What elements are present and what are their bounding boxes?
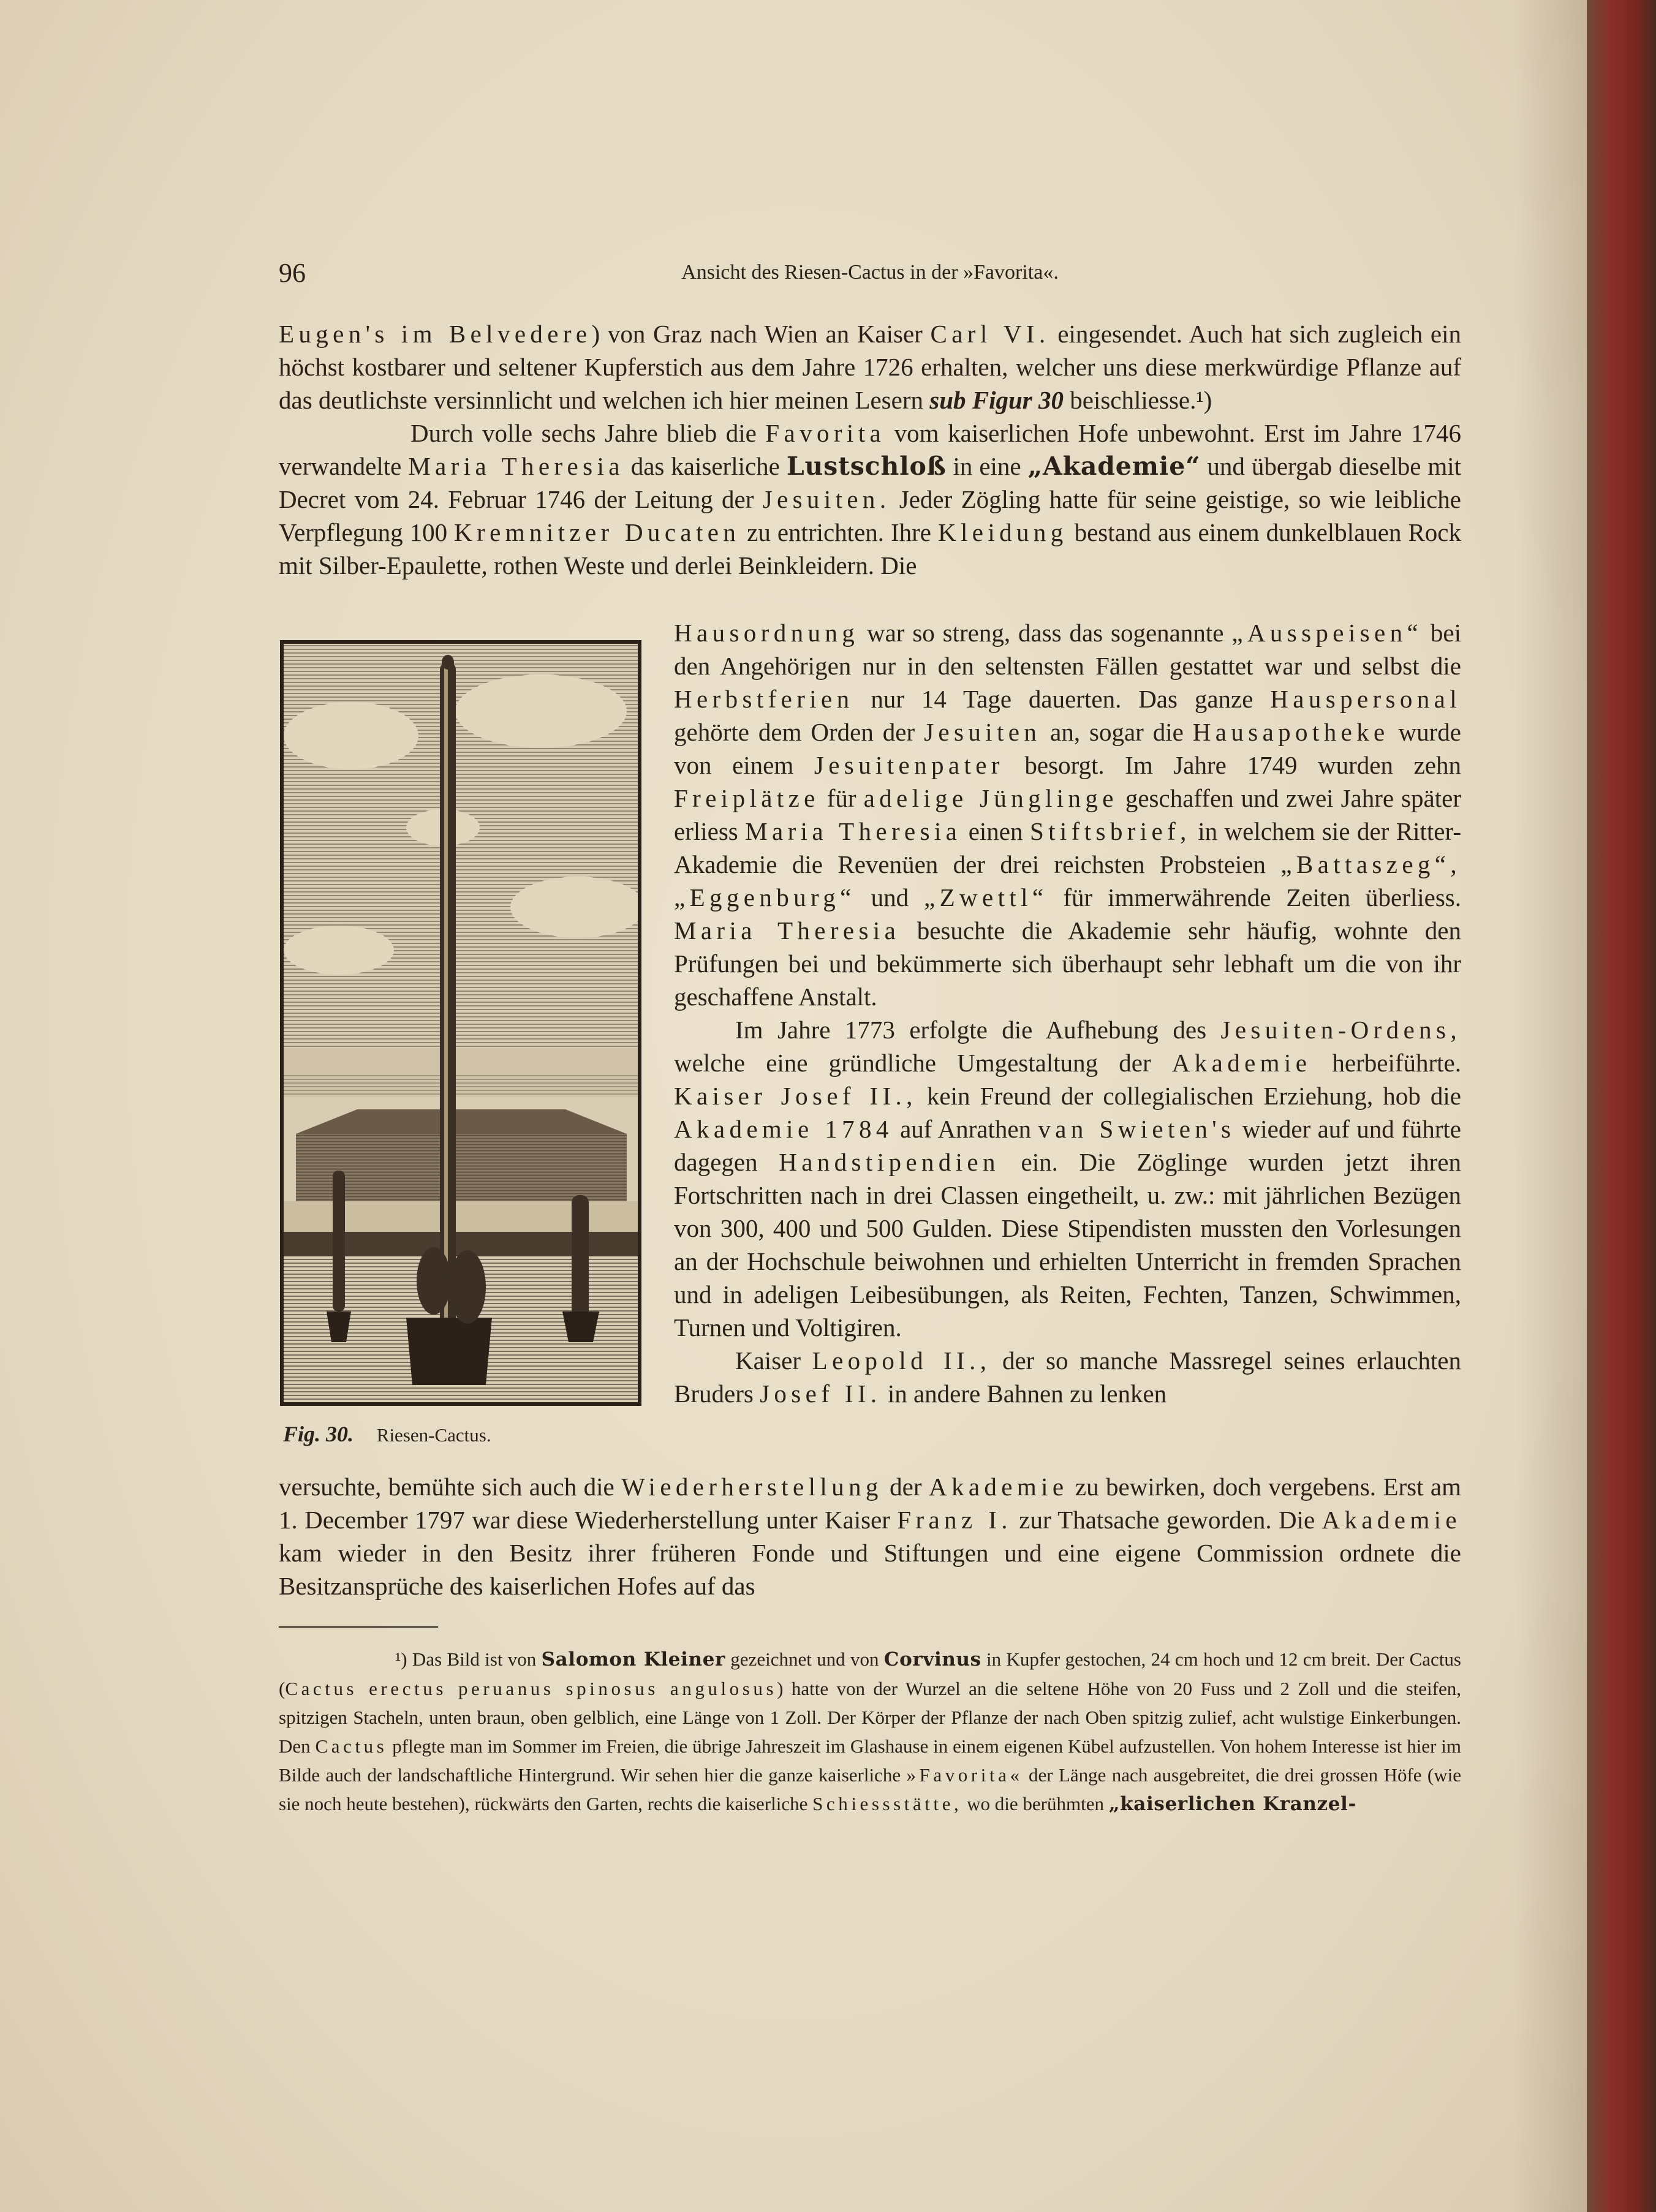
span: bei den Angehörigen nur in den seltensten Fällen gestattet war und selbst die	[674, 619, 1461, 680]
span: in andere Bahnen zu lenken	[881, 1380, 1167, 1408]
span: gezeichnet und von	[725, 1648, 884, 1670]
span: Jesuitenpater	[814, 751, 1004, 779]
span: einen	[961, 817, 1030, 845]
body-text-bottom	[279, 1470, 1461, 1602]
span: welche eine gründliche Umgestaltung der	[674, 1049, 1172, 1077]
span: wo die berühmten	[962, 1793, 1109, 1814]
span: ¹) Das Bild ist von	[395, 1648, 542, 1670]
span: zu entrichten. Ihre	[740, 518, 938, 546]
span: kein Freund der collegialischen Erziehung, hob die	[917, 1082, 1461, 1110]
running-title: Ansicht des Riesen-Cactus in der »Favorita«.	[681, 261, 1059, 284]
span: Hausordnung	[674, 619, 860, 647]
span: für	[819, 784, 864, 812]
span: Leopold II.,	[812, 1346, 991, 1375]
span: war so streng, dass das sogenannte	[859, 619, 1232, 647]
span: eingesendet. Auch hat sich zugleich ein höchst kostbarer und seltener Kupferstich aus dem Jahre 1726 erhalten, welcher uns diese merkwürdige Pflanze auf das deutlichste versinnlicht und welchen ich hier meinen Lesern	[279, 320, 1462, 414]
span: gehörte dem Orden der	[674, 718, 924, 746]
span: Im Jahre 1773 erfolgte die Aufhebung des	[735, 1016, 1221, 1044]
span: Jesuiten.	[762, 485, 891, 513]
span: Maria Theresia	[674, 916, 901, 945]
span: Akademie	[928, 1473, 1068, 1501]
body-text-top	[279, 317, 1461, 582]
span: Kaiser Josef II.,	[674, 1082, 917, 1110]
span: Jeder Zögling hatte für seine geistige, so wie leibliche Verpflegung 100	[279, 485, 1461, 546]
span: Durch volle sechs Jahre blieb die	[410, 419, 766, 447]
span: der Länge nach ausgebreitet, die drei grossen Höfe (wie sie noch heute bestehen), rückwärts den Garten, rechts die kaiserliche	[279, 1764, 1461, 1814]
span: Carl VI.	[930, 320, 1050, 348]
span: und	[855, 883, 924, 912]
span: Lustschloß	[786, 451, 947, 481]
span: Kremnitzer Ducaten	[454, 518, 741, 546]
span: Maria Theresia	[408, 452, 624, 480]
span: pflegte man im Sommer im Freien, die übrige Jahreszeit im Glashause in einem eigenen Kübel aufzustellen. Von hohem Interesse ist hier im Bilde auch der landschaftliche Hintergrund. Wir sehen hier die ganze kaiserliche	[279, 1735, 1461, 1786]
span: Handstipendien	[779, 1148, 1000, 1176]
span: ) von Graz nach Wien an Kaiser	[591, 320, 931, 348]
span: Hauspersonal	[1270, 685, 1461, 713]
span: für immerwährende Zeiten überliess.	[1048, 883, 1461, 912]
span: an, sogar die	[1041, 718, 1193, 746]
span: Jesuiten	[924, 718, 1042, 746]
span: Maria Theresia	[745, 817, 962, 845]
span: „Eggenburg“	[674, 883, 856, 912]
figure-caption	[283, 1421, 491, 1447]
paragraph-5-start	[674, 1344, 1461, 1410]
span: und übergab dieselbe mit Decret vom 24. Februar 1746 der Leitung der	[279, 452, 1462, 513]
span: wieder auf und führte dagegen	[674, 1115, 1461, 1176]
span: sub Figur 30	[929, 386, 1064, 414]
span: zu bewirken, doch vergebens. Erst am 1. December 1797 war diese Wiederherstellung unter Kaiser	[279, 1473, 1461, 1534]
page-header	[279, 257, 1461, 294]
span: Schiessstätte,	[812, 1793, 962, 1814]
span: bestand aus einem dunkelblauen Rock mit Silber-Epaulette, rothen Weste und derlei Beinkleidern. Die	[279, 518, 1461, 579]
span: besuchte die Akademie sehr häufig, wohnte den Prüfungen bei und bekümmerte sich überhaupt sehr lebhaft um die von ihr geschaffene Anstalt.	[674, 916, 1461, 1011]
span: der	[882, 1473, 929, 1501]
span: Josef II.	[760, 1380, 882, 1408]
binding-shadow	[1513, 0, 1587, 2212]
span: ) hatte von der Wurzel an die seltene Höhe von 20 Fuss und 2 Zoll und die steifen, spitzigen Stacheln, unten braun, oben gelblich, eine Länge von 1 Zoll. Der Körper der Pflanze der nach Oben spitzig zulief, acht wulstige Einkerbungen. Den	[279, 1678, 1461, 1757]
span: der so manche Massregel seines erlauchten Bruders	[674, 1346, 1461, 1408]
span: „Ausspeisen“	[1231, 619, 1423, 647]
span: auf Anrathen	[893, 1115, 1038, 1143]
span: ein. Die Zöglinge wurden jetzt ihren Fortschritten nach in drei Classen eingetheilt, u. zw.: mit jährlichen Bezügen von 300, 400 und 500 Gulden. Diese Stipendisten mussten den Vorlesungen an der Hochschule beiwohnen und erhielten Unterricht in fremden Sprachen und in adeligen Leibesübungen, als Reiten, Fechten, Tanzen, Schwimmen, Turnen und Voltigiren.	[674, 1148, 1461, 1342]
span: Corvinus	[883, 1648, 981, 1670]
span: Kleidung	[937, 518, 1068, 546]
span: das kaiserliche	[624, 452, 787, 480]
span: Franz I.	[897, 1506, 1012, 1534]
span: Akademie	[1321, 1506, 1462, 1534]
footnote	[279, 1645, 1461, 1819]
page-number: 96	[279, 258, 306, 288]
span: Salomon Kleiner	[541, 1648, 725, 1670]
span: nur 14 Tage dauerten. Das ganze	[853, 685, 1271, 713]
span: Favorita	[765, 419, 886, 447]
span: Akademie	[1171, 1049, 1312, 1077]
span: wurde von einem	[674, 718, 1462, 779]
span: Eugen's im Belvedere	[279, 320, 592, 348]
span: „kaiserlichen Kranzel-	[1108, 1793, 1356, 1815]
body-text-right-column	[674, 616, 1461, 1410]
span: geschaffen und zwei Jahre später erliess	[674, 784, 1461, 845]
span: vom kaiserlichen Hofe unbewohnt. Erst im Jahre 1746 verwandelte	[279, 419, 1461, 480]
span: Akademie 1784	[674, 1115, 893, 1143]
span: adelige Jünglinge	[863, 784, 1118, 812]
span: Herbstferien	[674, 685, 854, 713]
figure-caption-text: Riesen-Cactus.	[376, 1424, 491, 1446]
span: „Battaszeg“,	[1280, 850, 1461, 878]
span: kam wieder in den Besitz ihrer früheren Fonde und Stiftungen und eine eigene Commission ordnete die Besitzansprüche des kaiserlichen Hofes auf das	[279, 1539, 1461, 1600]
span: herbeiführte.	[1311, 1049, 1461, 1077]
span: Jesuiten-Ordens,	[1220, 1016, 1461, 1044]
cactus-engraving	[284, 644, 638, 1402]
span: Cactus	[315, 1735, 388, 1757]
book-cover-edge	[1587, 0, 1656, 2212]
span: van Swieten's	[1038, 1115, 1236, 1143]
footnote-rule	[279, 1626, 438, 1628]
span: Wiederherstellung	[621, 1473, 883, 1501]
span: in eine	[946, 452, 1028, 480]
span: in welchem sie der Ritter-Akademie die Revenüen der drei reichsten Probsteien	[674, 817, 1461, 878]
span: zur Thatsache geworden. Die	[1011, 1506, 1322, 1534]
span: „Akademie“	[1027, 451, 1201, 481]
span: Cactus erectus peruanus spinosus angulosus	[285, 1678, 777, 1699]
span: „Zwettl“	[924, 883, 1048, 912]
paragraph-4	[674, 1013, 1461, 1344]
span: »Favorita«	[906, 1764, 1023, 1786]
span: besorgt. Im Jahre 1749 wurden zehn	[1004, 751, 1461, 779]
span: beischliesse.¹)	[1064, 386, 1212, 414]
span: Hausapotheke	[1192, 718, 1389, 746]
span: versuchte, bemühte sich auch die	[279, 1473, 622, 1501]
footnote-1	[279, 1645, 1461, 1819]
paragraph-5-cont	[279, 1470, 1461, 1602]
paragraph-2	[279, 417, 1461, 582]
figure-label: Fig. 30.	[283, 1422, 354, 1446]
paragraph-1	[279, 317, 1461, 417]
span: Stiftsbrief,	[1029, 817, 1191, 845]
span: Kaiser	[735, 1346, 812, 1375]
span: in Kupfer gestochen, 24 cm hoch und 12 cm breit. Der Cactus (	[279, 1648, 1461, 1699]
figure-riesen-cactus	[280, 640, 641, 1406]
paragraph-3	[674, 616, 1461, 1013]
span: Freiplätze	[674, 784, 820, 812]
